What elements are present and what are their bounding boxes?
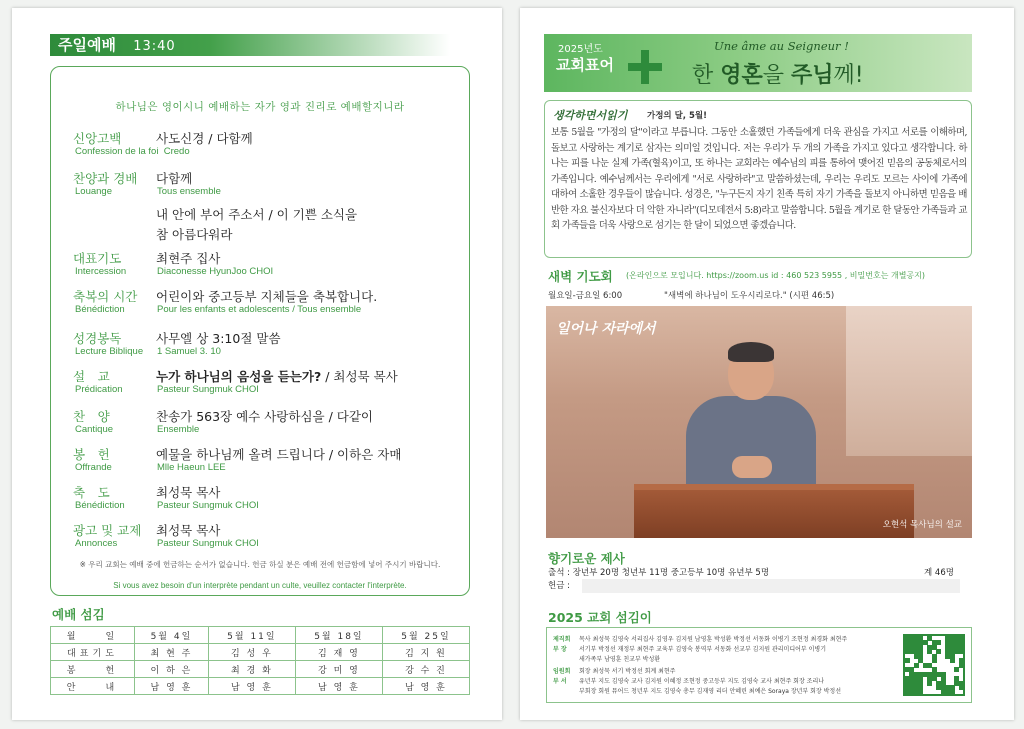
praise-songs: 내 안에 부어 주소서 / 이 기쁜 소식을 참 아름다워라 (156, 207, 358, 242)
order-text-fr: Pasteur Sungmuk CHOI (157, 384, 259, 395)
order-label-fr: Intercession (75, 266, 127, 277)
order-text: 최성묵 목사 (156, 523, 221, 538)
order-text-fr: Pasteur Sungmuk CHOI (157, 500, 259, 511)
order-label: 신앙고백 (73, 131, 122, 146)
order-label-fr: Annonces (75, 538, 118, 549)
order-label: 축복의 시간 (73, 289, 138, 304)
meditation-title: 생각하면서읽기 (553, 109, 628, 122)
order-label: 광고 및 교제 (73, 523, 142, 538)
order-label-fr: Bénédiction (75, 304, 125, 315)
order-label: 성경봉독 (73, 331, 122, 346)
order-text-fr: Pasteur Sungmuk CHOI (157, 538, 259, 549)
order-text-fr: 1 Samuel 3. 10 (157, 346, 221, 357)
meditation-box (544, 100, 972, 258)
order-text: 사도신경 / 다함께 (156, 131, 253, 146)
motto-french: Une âme au Seigneur ! (714, 39, 849, 53)
sunday-service-header (50, 34, 450, 56)
order-text-fr: Pour les enfants et adolescents / Tous ensemble (157, 304, 362, 315)
order-label-fr: Bénédiction (75, 500, 125, 511)
service-title: 주일예배 (58, 36, 116, 54)
service-time: 13:40 (133, 39, 176, 54)
sermon-photo (546, 306, 972, 538)
order-text: 최현주 집사 (156, 251, 221, 266)
sermon-title: 누가 하나님의 음성을 듣는가? (156, 369, 322, 384)
qr-module (905, 658, 910, 663)
qr-module (959, 663, 964, 668)
qr-module (918, 690, 923, 695)
order-text-fr: Tous ensemble (157, 186, 221, 197)
list-item: 임원회 회장 최성묵 서기 박정선 회계 최현주 (553, 668, 676, 675)
qr-module (932, 658, 937, 663)
order-label-fr: Louange (75, 186, 112, 197)
order-text: 최성묵 목사 (156, 485, 221, 500)
servants-title: 2025 교회 섬김이 (548, 610, 652, 625)
qr-module (959, 685, 964, 690)
meditation-subtitle: 가정의 달, 5월! (647, 111, 707, 121)
order-label: 찬 양 (73, 409, 110, 424)
motto-text: 한 영혼을 주님께! (692, 63, 864, 88)
qr-module (936, 640, 941, 645)
order-label: 봉 헌 (73, 447, 110, 462)
interpreter-note: Si vous avez besoin d'un interprète pendant un culte, veuillez contacter l'interprète. (113, 581, 407, 590)
order-label: 설 교 (73, 369, 110, 384)
right-page (520, 8, 1014, 720)
photo-overlay-text: 일어나 자라에서 (556, 321, 656, 337)
order-label-fr: Offrande (75, 462, 112, 473)
order-text: 예물을 하나님께 올려 드립니다 / 이하은 자매 (156, 447, 402, 462)
qr-module (950, 658, 955, 663)
offering-note: ※ 우리 교회는 예배 중에 헌금하는 순서가 없습니다. 헌금 하실 분은 예배 전에 헌금함에 넣어 주시기 바랍니다. (79, 560, 441, 569)
order-text: 찬송가 563장 예수 사랑하심을 / 다같이 (156, 409, 373, 424)
qr-code-icon[interactable] (903, 634, 965, 696)
attendance-total: 계 46명 (924, 568, 954, 578)
dawn-prayer-online: (온라인으로 모입니다. https://zoom.us id : 460 523 5955 , 비밀번호는 개별공지) (626, 271, 925, 280)
list-item: 부 서 유년부 지도 김영숙 교사 김지원 이혜정 조현정 중고등부 지도 김영숙 교사 최현주 회장 조리나 (553, 678, 825, 685)
dawn-prayer-title: 새벽 기도회 (548, 269, 613, 284)
meditation-body: 보통 5월을 "가정의 달"이라고 부릅니다. 그동안 소홀했던 가족들에게 더욱 관심을 가지고 서로를 이해하며, 돌보고 사랑하는 계기로 삼자는 의미일 것입니다. 저는 우리가 두 개의 가족을 가지고 있다고 생각합니다. 하나는 피를 나눈 실제 가족(혈육)이고, 또 하나는 교회라는 예수님의 피를 통하여 맺어진 믿음의 공동체로서의 가족입니다. 예수님께서는 우리에게 "서로 사랑하라"고 말씀하셨는데, 우리는 우리도 모르는 사이에 가족에 대하여 소홀한 경우들이 많습니다. 성경은, "누구든지 자기 친족 특히 자기 가족을 돌보지 아니하면 믿음을 배반한 자요 불신자보다 더 악한 자니라"(디모데전서 5:8)라고 말씀합니다. 5월을 계기로 한 달동안 가족들과 교회 가족들을 더욱 사랑으로 섬기는 한 달이 되었으면 좋겠습니다. (551, 127, 967, 231)
motto-year: 2025년도 (558, 44, 603, 55)
motto-label: 교회표어 (556, 56, 614, 74)
servants-box (546, 627, 972, 703)
cross-icon (628, 50, 662, 84)
order-text-fr: Mlle Haeun LEE (157, 462, 226, 473)
order-text-fr: Ensemble (157, 424, 200, 435)
attendance-line: 출석 : 장년부 20명 청년부 11명 중고등부 10명 유년부 5명 (548, 568, 770, 578)
photo-caption: 오현석 목사님의 설교 (882, 520, 962, 530)
table-row: 월 일 5월 4일 5월 11일 5월 18일 5월 25일 (51, 627, 470, 644)
list-item: 부회장 회원 뮤어드 청년부 지도 김영숙 총무 김재영 리더 안혜린 최예은 Soraya 장년부 회장 박정선 (579, 688, 842, 695)
qr-module (914, 663, 919, 668)
projection-screen (846, 306, 972, 456)
list-item: 부 장 서기부 박정선 재정부 최현주 교육부 김영숙 봉역부 서동화 선교부 김지원 관리미디어부 이병기 (553, 646, 827, 653)
dawn-prayer-time: 월요일-금요일 6:00 (548, 291, 623, 301)
table-row: 대표기도 최 현 주 김 성 우 김 재 영 김 지 원 (51, 644, 470, 661)
qr-module (936, 649, 941, 654)
qr-module (959, 649, 964, 654)
offering-title: 향기로운 제사 (548, 551, 625, 566)
duty-table (50, 626, 470, 695)
qr-module (950, 690, 955, 695)
offering-field (582, 579, 960, 593)
church-motto-banner (544, 34, 972, 92)
order-label: 찬양과 경배 (73, 171, 138, 186)
qr-module (954, 667, 959, 672)
order-text: 누가 하나님의 음성을 듣는가? / 최성묵 목사 (156, 369, 398, 384)
offering-label: 헌금 : (548, 581, 570, 591)
order-label-fr: Prédication (75, 384, 123, 395)
order-label-fr: Confession de la foi Credo (75, 146, 190, 157)
qr-module (927, 681, 932, 686)
left-page (12, 8, 502, 720)
order-text-fr: Diaconesse HyunJoo CHOI (157, 266, 274, 277)
duty-title: 예배 섬김 (52, 607, 105, 622)
list-item: 제직회 목사 최성묵 김영숙 서리집사 김영우 김지원 남영훈 박성환 박정선 서동화 이병기 조현정 최경화 최현주 (553, 636, 848, 643)
table-row: 봉 헌 이 하 은 최 경 화 강 미 영 강 수 진 (51, 661, 470, 678)
order-label: 대표기도 (73, 251, 122, 266)
order-label-fr: Cantique (75, 424, 114, 435)
order-label-fr: Lecture Biblique (75, 346, 144, 357)
speaker-hair (728, 342, 774, 362)
table-row: 안 내 남 영 훈 남 영 훈 남 영 훈 남 영 훈 (51, 678, 470, 695)
order-text: 다함께 (156, 171, 193, 186)
pulpit (634, 484, 914, 538)
order-label: 축 도 (73, 485, 110, 500)
dawn-prayer-verse: "새벽에 하나님이 도우시리로다." (시편 46:5) (664, 291, 835, 301)
order-text: 사무엘 상 3:10절 말씀 (156, 331, 281, 346)
order-of-service (50, 66, 470, 596)
list-item: 새가족부 남영훈 친교부 박성환 (579, 656, 661, 663)
order-text: 어린이와 중고등부 지체들을 축복합니다. (156, 289, 378, 304)
worship-verse: 하나님은 영이시니 예배하는 자가 영과 진리로 예배할지니라 (115, 101, 405, 113)
speaker-hands (732, 456, 772, 478)
